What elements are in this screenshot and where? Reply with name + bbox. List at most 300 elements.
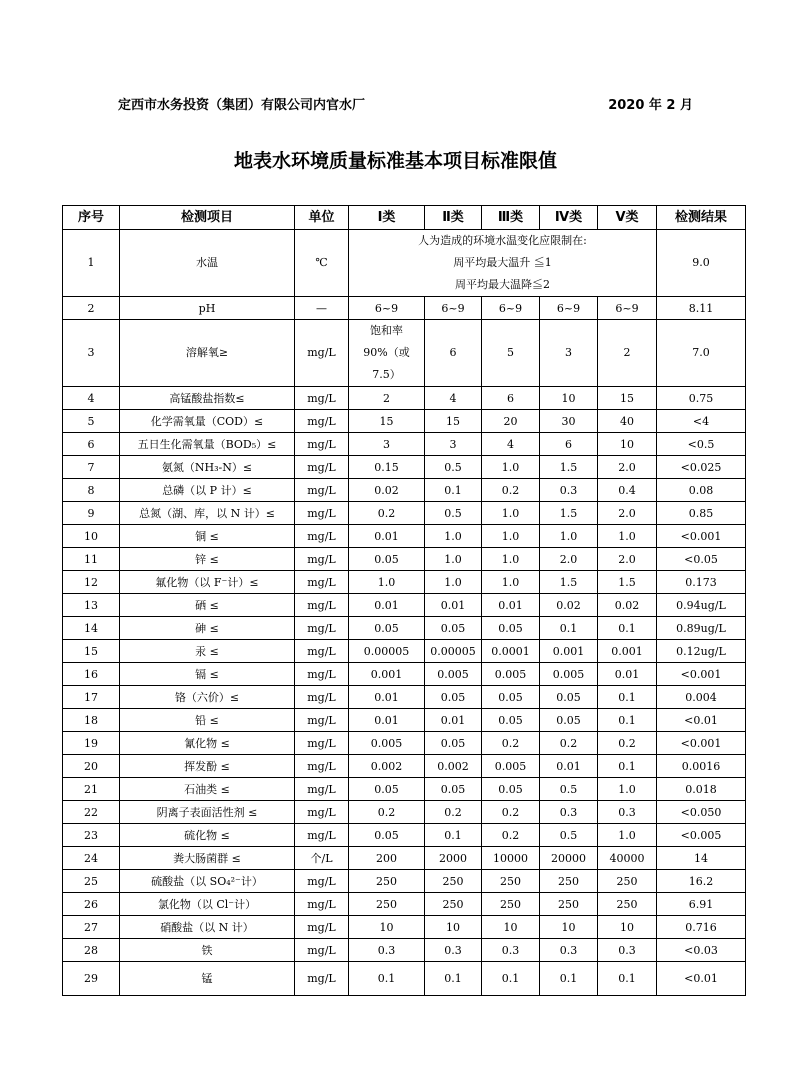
class-5-value: 250: [598, 893, 657, 916]
class-5-value: 6~9: [598, 297, 657, 320]
class-4-value: 250: [540, 893, 598, 916]
result-value: <0.01: [657, 709, 746, 732]
class-3-value: 5: [482, 320, 540, 387]
table-row: [63, 939, 746, 962]
class-4-value: 0.02: [540, 594, 598, 617]
item-name: 氰化物 ≤: [120, 732, 295, 755]
result-value: <0.001: [657, 732, 746, 755]
class-1-value: 0.01: [349, 594, 425, 617]
table-row: [63, 893, 746, 916]
row-number: 29: [63, 962, 120, 996]
column-header-class-4: Ⅳ类: [540, 206, 598, 230]
row-number: 27: [63, 916, 120, 939]
column-header-unit: 单位: [295, 206, 349, 230]
item-name: 铅 ≤: [120, 709, 295, 732]
class-1-value: 6~9: [349, 297, 425, 320]
class-5-value: 0.1: [598, 617, 657, 640]
row-number: 9: [63, 502, 120, 525]
class-3-value: 1.0: [482, 502, 540, 525]
item-name: 石油类 ≤: [120, 778, 295, 801]
result-value: <0.050: [657, 801, 746, 824]
table-row: [63, 801, 746, 824]
item-name: 化学需氧量（COD）≤: [120, 410, 295, 433]
table-row: [63, 594, 746, 617]
class-4-value: 2.0: [540, 548, 598, 571]
class-1-value: 0.001: [349, 663, 425, 686]
class-5-value: 0.001: [598, 640, 657, 663]
class-2-value: 250: [425, 870, 482, 893]
item-name: pH: [120, 297, 295, 320]
class-1-value: 0.002: [349, 755, 425, 778]
class-2-value: 1.0: [425, 571, 482, 594]
class-3-value: 10: [482, 916, 540, 939]
result-value: 0.75: [657, 387, 746, 410]
table-header-row: [63, 206, 746, 230]
column-header-item: 检测项目: [120, 206, 295, 230]
result-value: 9.0: [657, 230, 746, 297]
class-3-value: 1.0: [482, 548, 540, 571]
class-1-value: 0.00005: [349, 640, 425, 663]
document-header: [118, 94, 693, 112]
unit: mg/L: [295, 824, 349, 847]
result-value: 0.85: [657, 502, 746, 525]
unit: mg/L: [295, 640, 349, 663]
result-value: 14: [657, 847, 746, 870]
class-3-value: 250: [482, 893, 540, 916]
result-value: 0.173: [657, 571, 746, 594]
row-number: 16: [63, 663, 120, 686]
class-5-value: 0.3: [598, 939, 657, 962]
class-2-value: 0.002: [425, 755, 482, 778]
class-1-value: 0.005: [349, 732, 425, 755]
class-5-value: 0.1: [598, 962, 657, 996]
class-3-value: 0.0001: [482, 640, 540, 663]
class-1-value: 0.05: [349, 778, 425, 801]
class-5-value: 2: [598, 320, 657, 387]
row-number: 3: [63, 320, 120, 387]
unit: mg/L: [295, 433, 349, 456]
unit: mg/L: [295, 663, 349, 686]
table-row: [63, 548, 746, 571]
class-3-value: 0.2: [482, 801, 540, 824]
table-row: [63, 870, 746, 893]
unit: mg/L: [295, 962, 349, 996]
result-value: 0.716: [657, 916, 746, 939]
row-number: 6: [63, 433, 120, 456]
row-number: 28: [63, 939, 120, 962]
class-4-value: 0.1: [540, 617, 598, 640]
class-1-value: 250: [349, 870, 425, 893]
unit: mg/L: [295, 870, 349, 893]
row-number: 22: [63, 801, 120, 824]
table-row: [63, 456, 746, 479]
class-4-value: 0.3: [540, 801, 598, 824]
class-2-value: 0.5: [425, 502, 482, 525]
class-2-value: 0.01: [425, 594, 482, 617]
class-5-value: 2.0: [598, 548, 657, 571]
class-4-value: 0.5: [540, 778, 598, 801]
table-row: [63, 410, 746, 433]
class-4-value: 0.05: [540, 709, 598, 732]
class-5-value: 1.0: [598, 525, 657, 548]
result-value: 8.11: [657, 297, 746, 320]
result-value: 0.94ug/L: [657, 594, 746, 617]
result-value: <0.001: [657, 663, 746, 686]
class-2-value: 2000: [425, 847, 482, 870]
class-4-value: 1.5: [540, 456, 598, 479]
class-1-value: 0.05: [349, 548, 425, 571]
class-1-value: 0.1: [349, 962, 425, 996]
result-value: 6.91: [657, 893, 746, 916]
row-number: 15: [63, 640, 120, 663]
table-row: [63, 755, 746, 778]
unit: 个/L: [295, 847, 349, 870]
item-name: 溶解氧≥: [120, 320, 295, 387]
item-name: 五日生化需氧量（BOD₅）≤: [120, 433, 295, 456]
table-row: [63, 778, 746, 801]
class-1-value: 0.2: [349, 801, 425, 824]
note-line: 周平均最大温降≦2: [455, 278, 550, 291]
class-4-value: 3: [540, 320, 598, 387]
class-5-value: 15: [598, 387, 657, 410]
item-name: 硝酸盐（以 N 计）: [120, 916, 295, 939]
standards-table: [62, 205, 746, 996]
row-number: 13: [63, 594, 120, 617]
item-name: 氯化物（以 Cl⁻计）: [120, 893, 295, 916]
class-5-value: 2.0: [598, 456, 657, 479]
class-2-value: 0.00005: [425, 640, 482, 663]
class-3-value: 6~9: [482, 297, 540, 320]
table-row: [63, 320, 746, 387]
row-number: 19: [63, 732, 120, 755]
column-header-result: 检测结果: [657, 206, 746, 230]
row-number: 18: [63, 709, 120, 732]
class-1-value: 0.05: [349, 824, 425, 847]
column-header-class-1: Ⅰ类: [349, 206, 425, 230]
unit: mg/L: [295, 617, 349, 640]
row-number: 12: [63, 571, 120, 594]
item-name: 水温: [120, 230, 295, 297]
row-number: 24: [63, 847, 120, 870]
unit: mg/L: [295, 709, 349, 732]
class-1-value: 0.01: [349, 686, 425, 709]
class-4-value: 250: [540, 870, 598, 893]
class-2-value: 0.1: [425, 824, 482, 847]
table-row: [63, 571, 746, 594]
row-number: 25: [63, 870, 120, 893]
table-row: [63, 230, 746, 297]
class-3-value: 0.1: [482, 962, 540, 996]
class-4-value: 6: [540, 433, 598, 456]
unit: mg/L: [295, 456, 349, 479]
class-4-value: 20000: [540, 847, 598, 870]
class-5-value: 10: [598, 433, 657, 456]
class-3-value: 0.05: [482, 617, 540, 640]
result-value: 7.0: [657, 320, 746, 387]
item-name: 铁: [120, 939, 295, 962]
unit: mg/L: [295, 801, 349, 824]
note-line: 7.5）: [372, 368, 401, 381]
class-4-value: 0.3: [540, 939, 598, 962]
item-name: 阴离子表面活性剂 ≤: [120, 801, 295, 824]
class-4-value: 6~9: [540, 297, 598, 320]
unit: mg/L: [295, 594, 349, 617]
class-1-value: 10: [349, 916, 425, 939]
class-1-value: 15: [349, 410, 425, 433]
class-4-value: 0.3: [540, 479, 598, 502]
class-2-value: 0.2: [425, 801, 482, 824]
row-number: 1: [63, 230, 120, 297]
document-title: 地表水环境质量标准基本项目标准限值: [233, 150, 557, 172]
result-value: <0.001: [657, 525, 746, 548]
item-name: 硫酸盐（以 SO₄²⁻计）: [120, 870, 295, 893]
note-line: 90%（或: [363, 346, 410, 359]
class-4-value: 0.001: [540, 640, 598, 663]
class-2-value: 0.3: [425, 939, 482, 962]
class-3-value: 1.0: [482, 456, 540, 479]
class-5-value: 40: [598, 410, 657, 433]
result-value: 16.2: [657, 870, 746, 893]
unit: mg/L: [295, 387, 349, 410]
item-name: 铬（六价）≤: [120, 686, 295, 709]
unit: mg/L: [295, 479, 349, 502]
class-1-value: [349, 320, 425, 387]
class-2-value: 0.005: [425, 663, 482, 686]
result-value: <0.025: [657, 456, 746, 479]
class-3-value: 0.05: [482, 686, 540, 709]
item-name: 铜 ≤: [120, 525, 295, 548]
unit: ℃: [295, 230, 349, 297]
class-5-value: 1.5: [598, 571, 657, 594]
class-2-value: 250: [425, 893, 482, 916]
unit: mg/L: [295, 916, 349, 939]
item-name: 挥发酚 ≤: [120, 755, 295, 778]
class-1-value: 0.05: [349, 617, 425, 640]
table-row: [63, 824, 746, 847]
column-header-class-3: Ⅲ类: [482, 206, 540, 230]
class-2-value: 4: [425, 387, 482, 410]
table-row: [63, 916, 746, 939]
unit: mg/L: [295, 525, 349, 548]
class-4-value: 1.0: [540, 525, 598, 548]
class-4-value: 1.5: [540, 571, 598, 594]
table-row: [63, 502, 746, 525]
item-name: 硒 ≤: [120, 594, 295, 617]
row-number: 8: [63, 479, 120, 502]
unit: mg/L: [295, 755, 349, 778]
table-row: [63, 847, 746, 870]
row-number: 11: [63, 548, 120, 571]
row-number: 5: [63, 410, 120, 433]
item-name: 汞 ≤: [120, 640, 295, 663]
class-5-value: 0.02: [598, 594, 657, 617]
column-header-no: 序号: [63, 206, 120, 230]
result-value: 0.018: [657, 778, 746, 801]
result-value: <0.5: [657, 433, 746, 456]
class-2-value: 1.0: [425, 525, 482, 548]
class-2-value: 0.05: [425, 617, 482, 640]
class-1-value: 200: [349, 847, 425, 870]
item-name: 总氮（湖、库，以 N 计）≤: [120, 502, 295, 525]
class-3-value: 0.3: [482, 939, 540, 962]
class-3-value: 1.0: [482, 571, 540, 594]
class-3-value: 0.005: [482, 663, 540, 686]
row-number: 14: [63, 617, 120, 640]
class-5-value: 0.3: [598, 801, 657, 824]
unit: mg/L: [295, 502, 349, 525]
class-5-value: 10: [598, 916, 657, 939]
item-name: 锌 ≤: [120, 548, 295, 571]
row-number: 17: [63, 686, 120, 709]
table-row: [63, 617, 746, 640]
result-value: 0.89ug/L: [657, 617, 746, 640]
item-name: 硫化物 ≤: [120, 824, 295, 847]
result-value: <0.03: [657, 939, 746, 962]
item-name: 总磷（以 P 计）≤: [120, 479, 295, 502]
class-4-value: 0.05: [540, 686, 598, 709]
class-2-value: 0.05: [425, 778, 482, 801]
unit: mg/L: [295, 320, 349, 387]
table-row: [63, 525, 746, 548]
row-number: 26: [63, 893, 120, 916]
table-row: [63, 387, 746, 410]
item-name: 氨氮（NH₃-N）≤: [120, 456, 295, 479]
class-2-value: 6: [425, 320, 482, 387]
column-header-class-2: Ⅱ类: [425, 206, 482, 230]
class-2-value: 1.0: [425, 548, 482, 571]
note-line: 人为造成的环境水温变化应限制在:: [418, 234, 587, 247]
class-4-value: 0.1: [540, 962, 598, 996]
class-4-value: 0.2: [540, 732, 598, 755]
table-row: [63, 732, 746, 755]
class-1-value: 2: [349, 387, 425, 410]
item-name: 镉 ≤: [120, 663, 295, 686]
result-value: <0.01: [657, 962, 746, 996]
class-2-value: 10: [425, 916, 482, 939]
class-2-value: 0.1: [425, 479, 482, 502]
class-4-value: 1.5: [540, 502, 598, 525]
class-5-value: 0.1: [598, 686, 657, 709]
table-row: [63, 709, 746, 732]
table-row: [63, 479, 746, 502]
class-1-value: 0.01: [349, 525, 425, 548]
unit: mg/L: [295, 778, 349, 801]
class-1-value: 250: [349, 893, 425, 916]
class-4-value: 10: [540, 916, 598, 939]
class-3-value: 0.2: [482, 824, 540, 847]
class-3-value: 4: [482, 433, 540, 456]
class-3-value: 10000: [482, 847, 540, 870]
class-2-value: 0.01: [425, 709, 482, 732]
class-2-value: 0.5: [425, 456, 482, 479]
result-value: <0.05: [657, 548, 746, 571]
unit: mg/L: [295, 939, 349, 962]
item-name: 氟化物（以 F⁻计）≤: [120, 571, 295, 594]
row-number: 10: [63, 525, 120, 548]
class-3-value: 250: [482, 870, 540, 893]
class-1-value: 0.01: [349, 709, 425, 732]
row-number: 2: [63, 297, 120, 320]
class-5-value: 0.2: [598, 732, 657, 755]
result-value: 0.004: [657, 686, 746, 709]
class-3-value: 0.05: [482, 709, 540, 732]
row-number: 21: [63, 778, 120, 801]
class-3-value: 0.005: [482, 755, 540, 778]
table-row: [63, 640, 746, 663]
unit: mg/L: [295, 893, 349, 916]
unit: —: [295, 297, 349, 320]
class-2-value: 6~9: [425, 297, 482, 320]
class-1-value: 3: [349, 433, 425, 456]
class-1-value: 0.3: [349, 939, 425, 962]
item-name: 高锰酸盐指数≤: [120, 387, 295, 410]
class-3-value: 0.2: [482, 732, 540, 755]
row-number: 7: [63, 456, 120, 479]
unit: mg/L: [295, 548, 349, 571]
class-2-value: 15: [425, 410, 482, 433]
row-number: 20: [63, 755, 120, 778]
note-line: 饱和率: [370, 324, 403, 337]
table-row: [63, 297, 746, 320]
class-3-value: 0.05: [482, 778, 540, 801]
water-temp-note: [349, 230, 657, 297]
class-2-value: 0.05: [425, 686, 482, 709]
result-value: 0.08: [657, 479, 746, 502]
class-2-value: 0.05: [425, 732, 482, 755]
class-3-value: 6: [482, 387, 540, 410]
table-row: [63, 686, 746, 709]
class-5-value: 2.0: [598, 502, 657, 525]
class-5-value: 1.0: [598, 824, 657, 847]
class-5-value: 40000: [598, 847, 657, 870]
result-value: <4: [657, 410, 746, 433]
item-name: 砷 ≤: [120, 617, 295, 640]
class-1-value: 0.02: [349, 479, 425, 502]
class-1-value: 0.2: [349, 502, 425, 525]
result-value: 0.0016: [657, 755, 746, 778]
result-value: 0.12ug/L: [657, 640, 746, 663]
class-3-value: 1.0: [482, 525, 540, 548]
class-4-value: 0.5: [540, 824, 598, 847]
organization-name: 定西市水务投资（集团）有限公司内官水厂: [118, 98, 366, 113]
table-row: [63, 962, 746, 996]
item-name: 锰: [120, 962, 295, 996]
class-2-value: 3: [425, 433, 482, 456]
row-number: 4: [63, 387, 120, 410]
column-header-class-5: Ⅴ类: [598, 206, 657, 230]
item-name: 粪大肠菌群 ≤: [120, 847, 295, 870]
unit: mg/L: [295, 732, 349, 755]
class-5-value: 0.1: [598, 709, 657, 732]
class-4-value: 0.01: [540, 755, 598, 778]
class-4-value: 30: [540, 410, 598, 433]
class-1-value: 0.15: [349, 456, 425, 479]
class-3-value: 20: [482, 410, 540, 433]
unit: mg/L: [295, 686, 349, 709]
class-3-value: 0.2: [482, 479, 540, 502]
class-1-value: 1.0: [349, 571, 425, 594]
class-2-value: 0.1: [425, 962, 482, 996]
class-3-value: 0.01: [482, 594, 540, 617]
class-5-value: 250: [598, 870, 657, 893]
unit: mg/L: [295, 571, 349, 594]
note-line: 周平均最大温升 ≦1: [453, 256, 552, 269]
report-date: 2020 年 2 月: [608, 98, 693, 113]
unit: mg/L: [295, 410, 349, 433]
row-number: 23: [63, 824, 120, 847]
class-5-value: 0.01: [598, 663, 657, 686]
class-4-value: 0.005: [540, 663, 598, 686]
